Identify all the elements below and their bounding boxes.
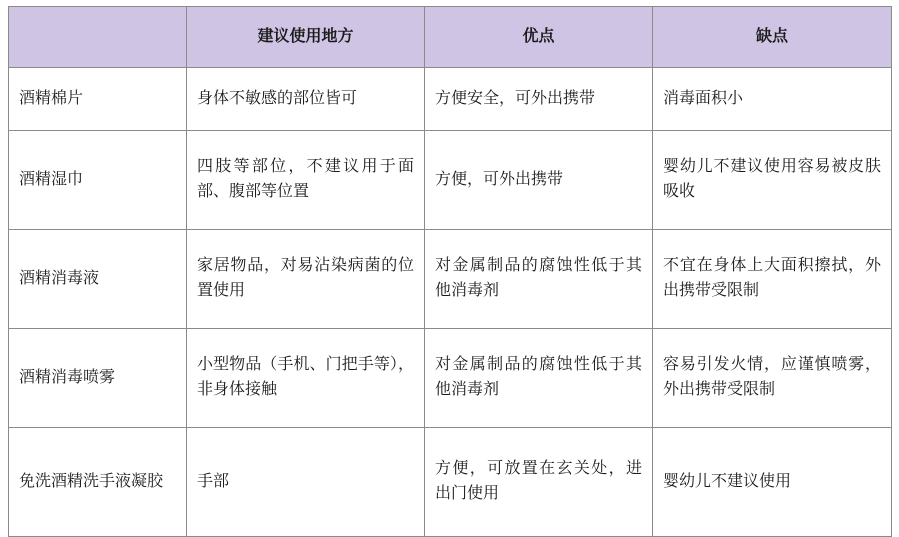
cell-place: 手部 (187, 428, 425, 537)
table-header (9, 7, 892, 68)
cell-pros: 方便，可放置在玄关处，进出门使用 (425, 428, 653, 537)
cell-place: 身体不敏感的部位皆可 (187, 68, 425, 131)
header-cell-cons: 缺点 (653, 7, 892, 68)
header-row (9, 7, 892, 68)
cell-cons: 不宜在身体上大面积擦拭，外出携带受限制 (653, 230, 892, 329)
cell-cons: 婴幼儿不建议使用 (653, 428, 892, 537)
table-row (9, 230, 892, 329)
cell-cons: 消毒面积小 (653, 68, 892, 131)
comparison-table (8, 6, 892, 537)
cell-cons: 容易引发火情，应谨慎喷雾，外出携带受限制 (653, 329, 892, 428)
row-label: 酒精湿巾 (9, 131, 187, 230)
row-label: 酒精消毒喷雾 (9, 329, 187, 428)
row-label: 免洗酒精洗手液凝胶 (9, 428, 187, 537)
cell-place: 四肢等部位，不建议用于面部、腹部等位置 (187, 131, 425, 230)
row-label: 酒精棉片 (9, 68, 187, 131)
table-row (9, 428, 892, 537)
table-row (9, 68, 892, 131)
cell-pros: 对金属制品的腐蚀性低于其他消毒剂 (425, 230, 653, 329)
cell-cons: 婴幼儿不建议使用容易被皮肤吸收 (653, 131, 892, 230)
table-body (9, 68, 892, 537)
cell-pros: 方便安全，可外出携带 (425, 68, 653, 131)
header-cell-pros: 优点 (425, 7, 653, 68)
table-row (9, 131, 892, 230)
cell-place: 家居物品，对易沾染病菌的位置使用 (187, 230, 425, 329)
cell-pros: 方便，可外出携带 (425, 131, 653, 230)
cell-place: 小型物品（手机、门把手等），非身体接触 (187, 329, 425, 428)
cell-pros: 对金属制品的腐蚀性低于其他消毒剂 (425, 329, 653, 428)
header-cell-corner (9, 7, 187, 68)
header-cell-place: 建议使用地方 (187, 7, 425, 68)
row-label: 酒精消毒液 (9, 230, 187, 329)
table-row (9, 329, 892, 428)
